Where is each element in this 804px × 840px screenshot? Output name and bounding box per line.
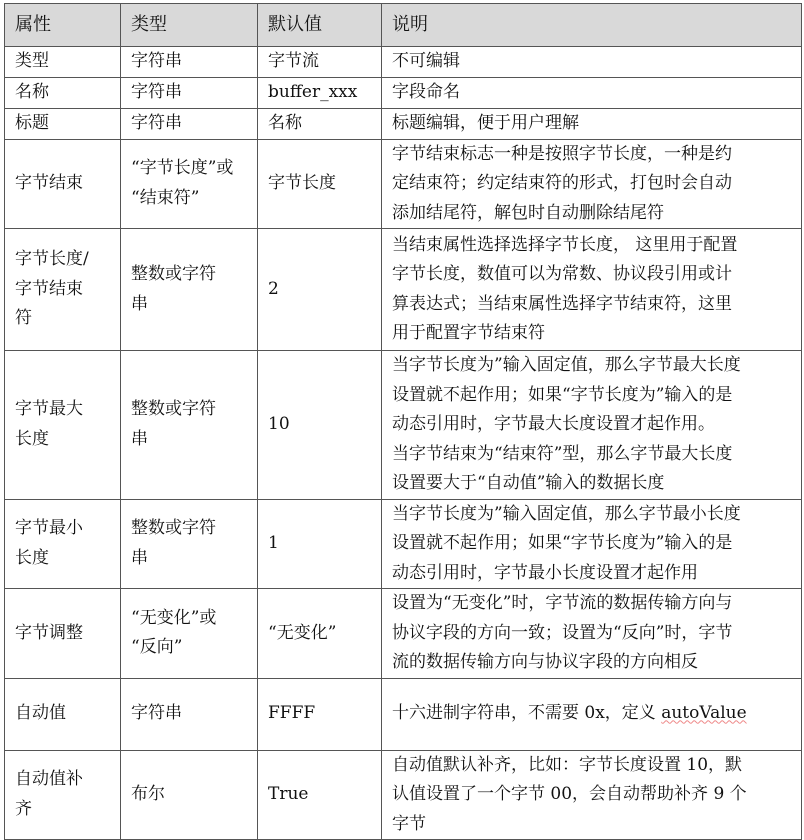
cell-desc: 字段命名 [382, 78, 802, 109]
cell-desc: 当字节长度为”输入固定值，那么字节最小长度 设置就不起作用；如果“字节长度为”输入的是 动态引用时，字节最小长度设置才起作用 [382, 499, 802, 589]
cell-type: “字节长度”或 “结束符” [121, 139, 258, 229]
table-row [5, 678, 802, 750]
cell-type: 字符串 [121, 78, 258, 109]
cell-type: 整数或字符 串 [121, 499, 258, 589]
cell-default: FFFF [258, 678, 382, 750]
cell-type: 整数或字符 串 [121, 229, 258, 351]
auto-value-term: autoValue [661, 703, 747, 724]
cell-default: 名称 [258, 109, 382, 140]
table-row [5, 109, 802, 140]
cell-attr: 字节结束 [5, 139, 121, 229]
cell-type: 字符串 [121, 47, 258, 78]
table-row [5, 499, 802, 589]
cell-desc: 字节结束标志一种是按照字节长度，一种是约 定结束符；约定结束符的形式，打包时会自动 添加结尾符，解包时自动删除结尾符 [382, 139, 802, 229]
cell-attr: 自动值补 齐 [5, 750, 121, 840]
table-row [5, 78, 802, 109]
cell-default: True [258, 750, 382, 840]
cell-type: 字符串 [121, 109, 258, 140]
header-type: 类型 [121, 4, 258, 47]
header-default: 默认值 [258, 4, 382, 47]
table-row [5, 229, 802, 351]
cell-type: 字符串 [121, 678, 258, 750]
cell-desc: 当字节长度为”输入固定值，那么字节最大长度 设置就不起作用；如果“字节长度为”输入的是 动态引用时，字节最大长度设置才起作用。 当字节结束为“结束符”型，那么字节最大长度 设置要大于“自动值”输入的数据长度 [382, 351, 802, 500]
table-row [5, 47, 802, 78]
cell-default: 字节长度 [258, 139, 382, 229]
properties-table [4, 3, 802, 840]
cell-attr: 名称 [5, 78, 121, 109]
cell-attr: 字节调整 [5, 589, 121, 679]
cell-desc: 标题编辑，便于用户理解 [382, 109, 802, 140]
header-desc: 说明 [382, 4, 802, 47]
header-row [5, 4, 802, 47]
cell-type: “无变化”或 “反向” [121, 589, 258, 679]
header-attr: 属性 [5, 4, 121, 47]
desc-text: 十六进制字符串，不需要 0x，定义 [392, 703, 662, 724]
table-row [5, 351, 802, 500]
cell-default: 1 [258, 499, 382, 589]
cell-attr: 字节最小 长度 [5, 499, 121, 589]
cell-attr: 字节长度/ 字节结束 符 [5, 229, 121, 351]
cell-default: buffer_xxx [258, 78, 382, 109]
cell-desc: 不可编辑 [382, 47, 802, 78]
cell-type: 整数或字符 串 [121, 351, 258, 500]
cell-attr: 自动值 [5, 678, 121, 750]
cell-type: 布尔 [121, 750, 258, 840]
cell-desc: 当结束属性选择选择字节长度， 这里用于配置 字节长度，数值可以为常数、协议段引用或计 算表达式；当结束属性选择字节结束符，这里 用于配置字节结束符 [382, 229, 802, 351]
cell-desc: 设置为“无变化”时，字节流的数据传输方向与 协议字段的方向一致；设置为“反向”时，字节 流的数据传输方向与协议字段的方向相反 [382, 589, 802, 679]
cell-desc: 自动值默认补齐，比如：字节长度设置 10，默 认值设置了一个字节 00，会自动帮助补齐 9 个 字节 [382, 750, 802, 840]
cell-attr: 类型 [5, 47, 121, 78]
table-row [5, 589, 802, 679]
cell-default: 字节流 [258, 47, 382, 78]
table-row [5, 139, 802, 229]
table-row [5, 750, 802, 840]
cell-default: 2 [258, 229, 382, 351]
cell-attr: 字节最大 长度 [5, 351, 121, 500]
cell-desc [382, 678, 802, 750]
cell-default: “无变化” [258, 589, 382, 679]
cell-default: 10 [258, 351, 382, 500]
cell-attr: 标题 [5, 109, 121, 140]
